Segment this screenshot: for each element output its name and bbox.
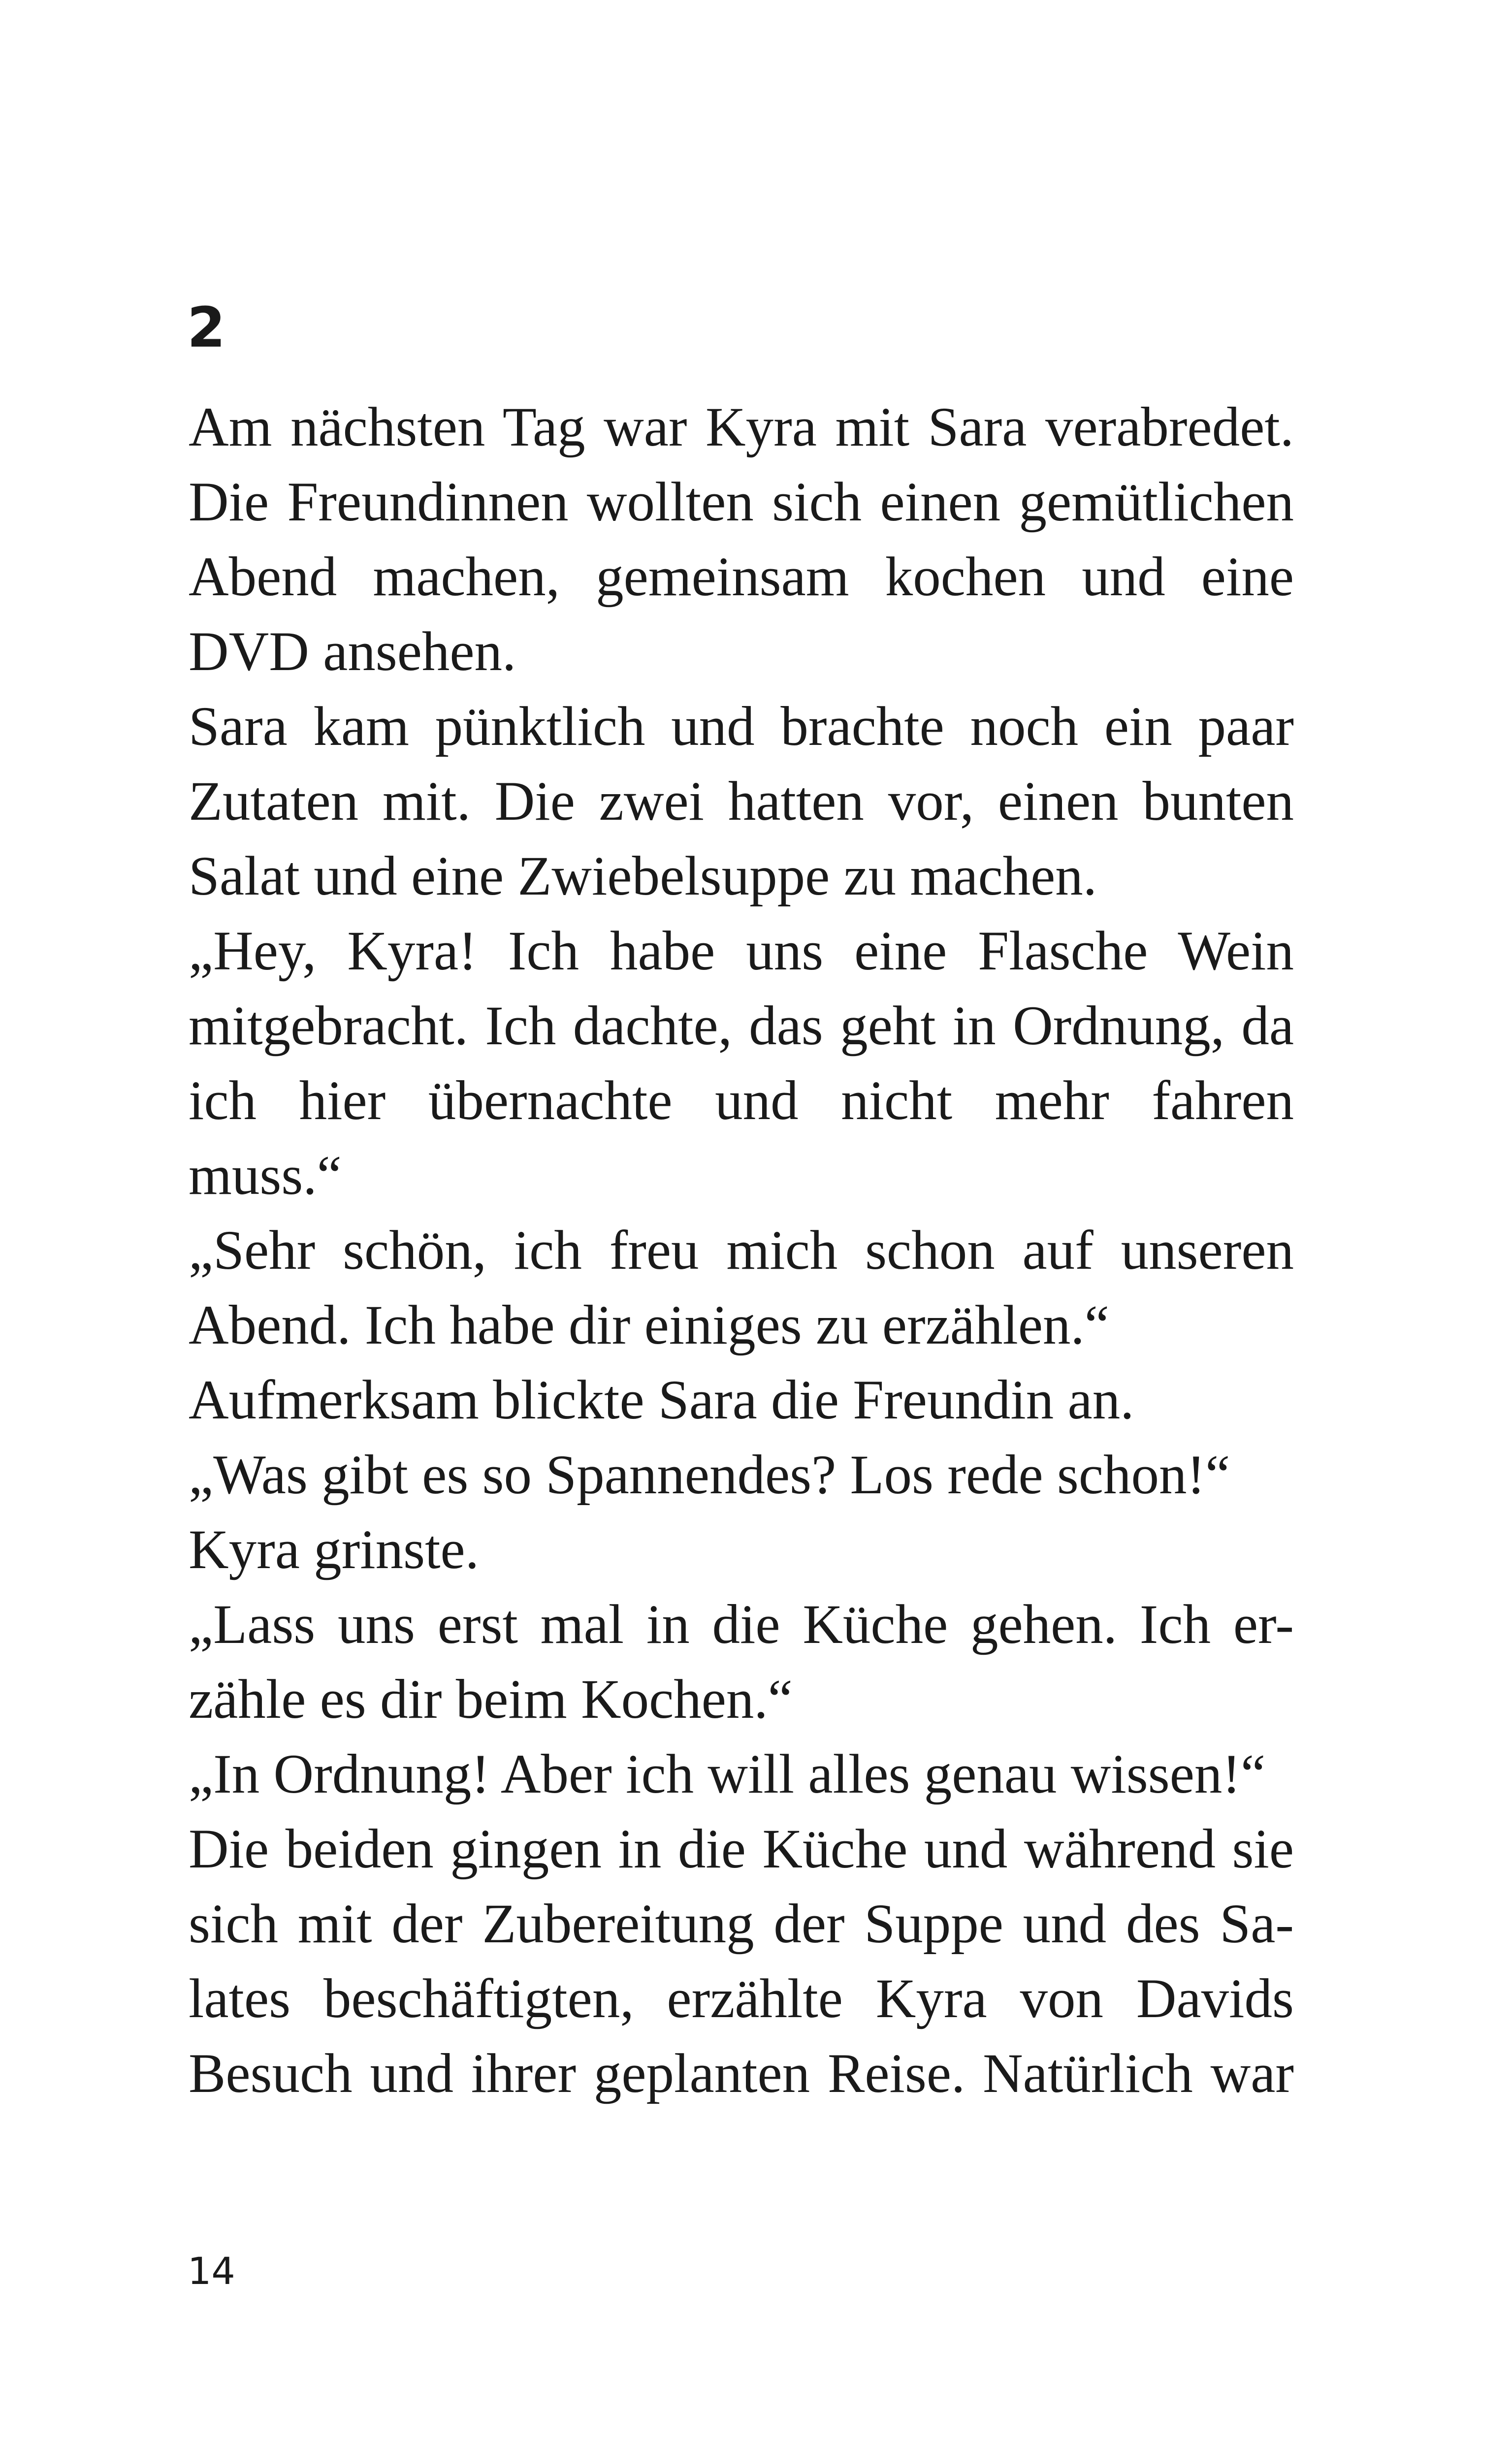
text-line: Zutaten mit. Die zwei hatten vor, einen bunten <box>189 771 1294 832</box>
text-line: Sara kam pünktlich und brachte noch ein paar <box>189 696 1294 757</box>
text-line: „Was gibt es so Spannendes? Los rede schon!“ <box>189 1444 1230 1506</box>
text-line: Am nächsten Tag war Kyra mit Sara verabredet. <box>189 396 1294 458</box>
text-line: sich mit der Zubereitung der Suppe und des Sa- <box>189 1893 1294 1955</box>
text-line: muss.“ <box>189 1145 342 1206</box>
text-line: „In Ordnung! Aber ich will alles genau wissen!“ <box>189 1743 1266 1805</box>
text-line: zähle es dir beim Kochen.“ <box>189 1669 793 1730</box>
chapter-body-text <box>189 390 1294 2111</box>
text-line: Aufmerksam blickte Sara die Freundin an. <box>189 1369 1134 1431</box>
text-line: ich hier übernachte und nicht mehr fahren <box>189 1070 1294 1131</box>
text-line: „Sehr schön, ich freu mich schon auf unseren <box>189 1220 1294 1281</box>
text-line: lates beschäftigten, erzählte Kyra von Davids <box>189 1968 1294 2029</box>
page-number: 14 <box>188 2249 235 2293</box>
text-line: Abend machen, gemeinsam kochen und eine <box>189 546 1294 608</box>
text-line: Abend. Ich habe dir einiges zu erzählen.“ <box>189 1294 1109 1356</box>
text-line: DVD ansehen. <box>189 621 516 682</box>
text-line: Kyra grinste. <box>189 1519 479 1580</box>
text-line: mitgebracht. Ich dachte, das geht in Ordnung, da <box>189 995 1294 1057</box>
chapter-number: 2 <box>187 296 225 360</box>
text-line: „Lass uns erst mal in die Küche gehen. Ich er- <box>189 1594 1294 1655</box>
text-line: Die beiden gingen in die Küche und während sie <box>189 1818 1294 1880</box>
text-line: „Hey, Kyra! Ich habe uns eine Flasche Wein <box>189 920 1294 982</box>
text-line: Die Freundinnen wollten sich einen gemütlichen <box>189 471 1294 533</box>
text-line: Salat und eine Zwiebelsuppe zu machen. <box>189 845 1097 907</box>
text-line: Besuch und ihrer geplanten Reise. Natürlich war <box>189 2043 1294 2104</box>
